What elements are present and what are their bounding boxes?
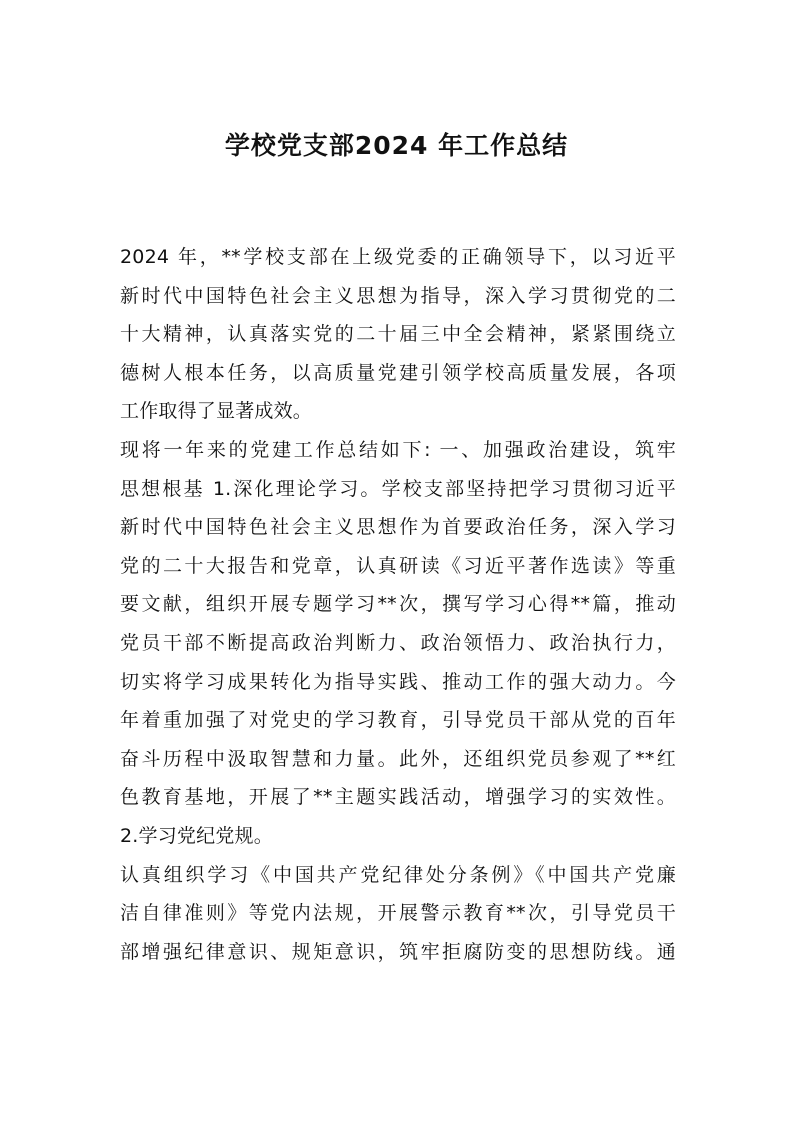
document-title: 学校党支部2024 年工作总结 [224,131,569,160]
body-line: 党的二十大报告和党章，认真研读《习近平著作选读》等重 [120,554,676,577]
body-line: 年着重加强了对党史的学习教育，引导党员干部从党的百年 [120,709,676,732]
body-line: 认真组织学习《中国共产党纪律处分条例》《中国共产党廉 [120,863,676,886]
body-line: 洁自律准则》等党内法规，开展警示教育**次，引导党员干 [120,902,676,925]
body-line: 十大精神，认真落实党的二十届三中全会精神，紧紧围绕立 [120,323,676,346]
body-line: 德树人根本任务，以高质量党建引领学校高质量发展，各项 [120,361,676,384]
body-line: 2024 年，**学校支部在上级党委的正确领导下，以习近平 [120,246,676,268]
body-line: 新时代中国特色社会主义思想作为首要政治任务，深入学习 [120,516,676,539]
body-line: 2.学习党纪党规。 [120,824,273,847]
document-body [120,238,676,971]
body-line: 部增强纪律意识、规矩意识，筑牢拒腐防变的思想防线。通 [120,940,676,963]
body-line: 要文献，组织开展专题学习**次，撰写学习心得**篇，推动 [120,593,676,616]
body-line: 党员干部不断提高政治判断力、政治领悟力、政治执行力， [120,631,676,654]
body-line: 色教育基地，开展了**主题实践活动，增强学习的实效性。 [120,786,676,809]
body-line: 奋斗历程中汲取智慧和力量。此外，还组织党员参观了**红 [120,747,676,770]
body-line: 思想根基 1.深化理论学习。学校支部坚持把学习贯彻习近平 [120,477,676,500]
body-line: 切实将学习成果转化为指导实践、推动工作的强大动力。今 [120,670,676,693]
body-line: 现将一年来的党建工作总结如下: 一、加强政治建设，筑牢 [120,438,676,461]
body-line: 新时代中国特色社会主义思想为指导，深入学习贯彻党的二 [120,284,676,307]
body-line: 工作取得了显著成效。 [120,400,313,423]
